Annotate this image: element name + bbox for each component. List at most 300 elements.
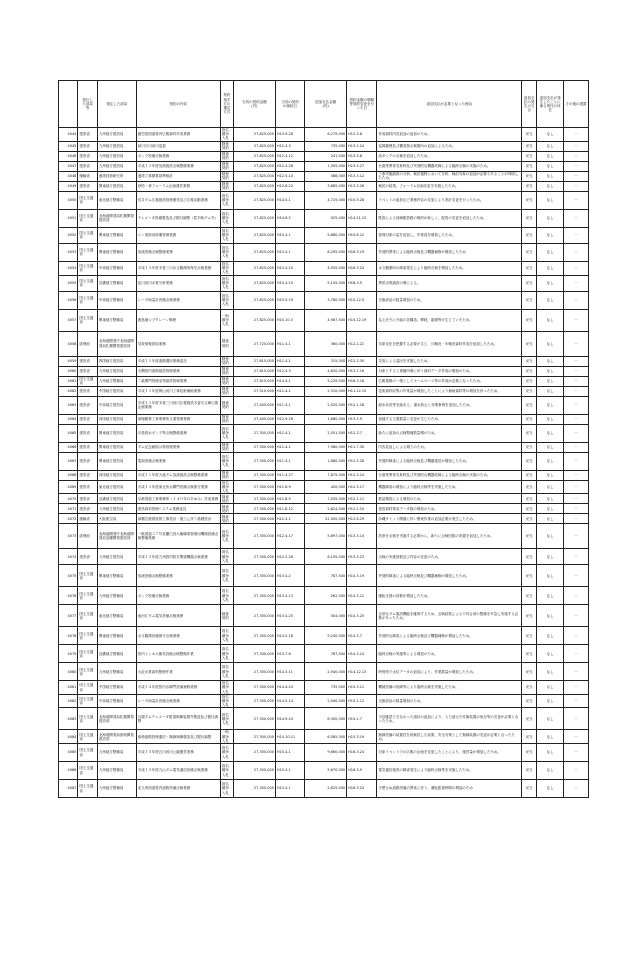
cell-reason: 為上法令に不能の各構造、摩耗、損傷等が生じていたため。 <box>377 309 522 331</box>
cell-add-amount: 9,240,000 <box>305 627 347 645</box>
cell-orig-amount: 27,300,000 <box>233 780 275 798</box>
cell-orig-amount: 27,825,000 <box>233 151 275 161</box>
cell-orig-amount: 27,300,000 <box>233 480 275 494</box>
cell-orig-amount: 27,510,000 <box>233 386 275 396</box>
cell-ok: 妥当 <box>522 356 537 366</box>
cell-change-date: H15.2.7 <box>347 708 377 730</box>
cell-office: 四国地方建設局 <box>97 470 136 480</box>
cell-reason: 沖縄サミット開催に伴い警戒作業の追加必要が発生したため。 <box>377 514 522 524</box>
cell-orig-date: H12.4.1 <box>275 514 304 524</box>
cell-content: 長井ダム広報施設管理運営及び広報活動業務 <box>136 191 220 209</box>
cell-content: 大淀水質資料整理作業 <box>136 663 220 681</box>
cell-orig-amount: 27,300,000 <box>233 494 275 504</box>
cell-reason: 突発的異常による臨時点検及び機器補修が増加したため <box>377 243 522 261</box>
cell-add-amount: 315,000 <box>305 356 347 366</box>
cell-ok: 妥当 <box>522 275 537 291</box>
cell-office: 近畿地方整備局 <box>97 645 136 663</box>
cell-reason: 機器障害の増加により臨時点検等を実施したため。 <box>377 480 522 494</box>
cell-change-date: H14.3.20 <box>347 605 377 627</box>
cell-orig-date: H12.4.3 <box>275 141 304 151</box>
table-row <box>59 663 589 681</box>
cell-content: 建設資料管理システム業務委託 <box>136 504 220 514</box>
cell-method: 指名競争入札 <box>220 762 233 780</box>
cell-change-date: H11.12.15 <box>347 386 377 396</box>
cell-change-date: H12.3.24 <box>347 470 377 480</box>
cell-resp: なし <box>537 681 564 695</box>
cell-after: － <box>564 356 589 366</box>
cell-orig-date: H15.4.1 <box>275 243 304 261</box>
cell-reason: 臨時点検の実施等による増加のため。 <box>377 645 522 663</box>
cell-after: － <box>564 227 589 243</box>
cell-after: － <box>564 171 589 181</box>
table-row <box>59 549 589 565</box>
cell-change-date: H13.3.9 <box>347 414 377 424</box>
cell-orig-date: H13.4.25 <box>275 605 304 627</box>
cell-after: － <box>564 470 589 480</box>
cell-resp: なし <box>537 494 564 504</box>
cell-after: － <box>564 424 589 442</box>
cell-orig-date: H13.5.18 <box>275 627 304 645</box>
cell-resp: なし <box>537 243 564 261</box>
cell-add-amount: 787,500 <box>305 645 347 663</box>
cell-method: 随意契約 <box>220 494 233 504</box>
cell-add-amount: 262,500 <box>305 587 347 605</box>
cell-after: － <box>564 209 589 227</box>
cell-bureau: 建設省 <box>78 151 97 161</box>
cell-ok: 妥当 <box>522 470 537 480</box>
table-row <box>59 356 589 366</box>
cell-add-amount: 241,500 <box>305 151 347 161</box>
cell-method: 随意契約 <box>220 605 233 627</box>
column-header: 当初の契約 の締結日 <box>275 81 304 128</box>
cell-change-date: H13.3.23 <box>347 549 377 565</box>
cell-after: － <box>564 191 589 209</box>
cell-no: 4057 <box>59 309 78 331</box>
cell-reason: 運転支援の回数が増加したため。 <box>377 587 522 605</box>
table-row <box>59 780 589 798</box>
cell-reason: 災害による巡回を実施したため。 <box>377 356 522 366</box>
cell-add-amount: 1,305,000 <box>305 161 347 171</box>
cell-content: ニヶ領宿河原堰管理業務 <box>136 227 220 243</box>
cell-method: 指名競争入札 <box>220 627 233 645</box>
cell-content: 港湾工事積算基準検討 <box>136 171 220 181</box>
cell-office: 関東地方建設局 <box>97 442 136 452</box>
cell-reason: 既設による回線配管路の制約が新しく、配管の変更を追加したため。 <box>377 209 522 227</box>
cell-add-amount: 504,000 <box>305 605 347 627</box>
cell-content: レーダ雨量計設備点検業務 <box>136 291 220 309</box>
cell-reason: 管理対象の量を追加し、作業員を増員したため。 <box>377 227 522 243</box>
cell-orig-date: H12.9.28 <box>275 414 304 424</box>
cell-change-date: H12.2.10 <box>347 504 377 514</box>
cell-resp: なし <box>537 744 564 762</box>
cell-no: 4086 <box>59 762 78 780</box>
cell-resp: なし <box>537 181 564 191</box>
cell-add-amount: 5,229,000 <box>305 376 347 386</box>
cell-office: 九州地方整備局 <box>97 376 136 386</box>
cell-bureau: 国土交通省 <box>78 762 97 780</box>
cell-reason: 検討の結果、フォーラム計画変更を実施したため。 <box>377 181 522 191</box>
cell-orig-date: H13.4.13 <box>275 587 304 605</box>
cell-after: － <box>564 730 589 744</box>
cell-content: 東河江ダム電気設備点検業務 <box>136 605 220 627</box>
cell-content: 留萌道路管理通信・無線制御製造及び据付調整 <box>136 730 220 744</box>
cell-add-amount: 2,940,000 <box>305 663 347 681</box>
cell-bureau: 国土交通省 <box>78 681 97 695</box>
cell-content: 平成１５年度白川河川公園運営業務 <box>136 744 220 762</box>
cell-ok: 妥当 <box>522 694 537 708</box>
cell-method: 随意契約 <box>220 442 233 452</box>
table-row <box>59 376 589 386</box>
cell-bureau: 国土交通省 <box>78 565 97 587</box>
cell-after: － <box>564 645 589 663</box>
cell-no: 4066 <box>59 442 78 452</box>
cell-change-date: H13.2.16 <box>347 366 377 376</box>
cell-add-amount: 7,035,000 <box>305 494 347 504</box>
cell-reason: 建設資料集成データ数の増加のため。 <box>377 504 522 514</box>
cell-orig-date: H12.4.17 <box>275 524 304 549</box>
cell-orig-date: H12.5.26 <box>275 549 304 565</box>
cell-office: 東北地方建設局 <box>97 480 136 494</box>
cell-add-amount: 8,295,000 <box>305 243 347 261</box>
cell-change-date: H12.3.17 <box>347 480 377 494</box>
cell-orig-amount: 27,825,000 <box>233 141 275 151</box>
cell-add-amount: 2,940,000 <box>305 694 347 708</box>
cell-office: 九州地方整備局 <box>97 663 136 681</box>
table-row <box>59 694 589 708</box>
cell-orig-amount: 27,825,000 <box>233 128 275 142</box>
cell-orig-date: H11.8.12 <box>275 504 304 514</box>
cell-resp: なし <box>537 780 564 798</box>
table-row <box>59 227 589 243</box>
cell-bureau: 国土交通省 <box>78 243 97 261</box>
table-row <box>59 587 589 605</box>
cell-ok: 妥当 <box>522 291 537 309</box>
cell-bureau: 建設省 <box>78 480 97 494</box>
cell-add-amount: 2,310,000 <box>305 386 347 396</box>
cell-after: － <box>564 627 589 645</box>
cell-resp: なし <box>537 524 564 549</box>
cell-no: 4065 <box>59 424 78 442</box>
cell-after: － <box>564 565 589 587</box>
cell-bureau: 建設省 <box>78 386 97 396</box>
cell-resp: なし <box>537 565 564 587</box>
cell-resp: なし <box>537 587 564 605</box>
cell-after: － <box>564 494 589 504</box>
header-row <box>59 81 589 128</box>
cell-reason: 電気通信施設の障害発生により臨時点検等を実施したため。 <box>377 762 522 780</box>
cell-change-date: H12.3.28 <box>347 452 377 470</box>
cell-reason: 対象とする工事箇所増に伴う資料データ作成の増加のため。 <box>377 366 522 376</box>
cell-office: 四国地方建設局 <box>97 414 136 424</box>
table-row <box>59 261 589 275</box>
cell-office: 関東地方整備局 <box>97 227 136 243</box>
contract-table <box>58 80 589 798</box>
cell-office: 関東地方建設局 <box>97 424 136 442</box>
table-body <box>59 128 589 798</box>
cell-change-date: H12.1.18 <box>347 396 377 414</box>
cell-after: － <box>564 504 589 514</box>
table-row <box>59 161 589 171</box>
table-row <box>59 645 589 663</box>
cell-reason: 水文観測所の障害発生により臨時点検を増加したため。 <box>377 261 522 275</box>
column-header: 追加支払の発生の当否 <box>522 81 537 128</box>
cell-method: 指名競争入札 <box>220 681 233 695</box>
cell-method: 随意契約 <box>220 386 233 396</box>
cell-content: 鹿島港ジブクレーン修理 <box>136 309 220 331</box>
cell-resp: なし <box>537 376 564 386</box>
cell-no: 4059 <box>59 356 78 366</box>
cell-bureau: 国土交通省 <box>78 587 97 605</box>
cell-no: 4063 <box>59 396 78 414</box>
cell-change-date: H14.11.15 <box>347 209 377 227</box>
cell-ok: 妥当 <box>522 331 537 356</box>
cell-after: － <box>564 291 589 309</box>
cell-change-date: H13.3.27 <box>347 161 377 171</box>
cell-resp: なし <box>537 424 564 442</box>
cell-change-date: H16.3.19 <box>347 243 377 261</box>
cell-ok: 妥当 <box>522 227 537 243</box>
table-row <box>59 141 589 151</box>
cell-method: 指名競争入札 <box>220 587 233 605</box>
cell-bureau: 国土交通省 <box>78 261 97 275</box>
cell-add-amount: 6,300,000 <box>305 708 347 730</box>
cell-resp: なし <box>537 261 564 275</box>
cell-ok: 妥当 <box>522 524 537 549</box>
cell-method: 一般競争入札 <box>220 309 233 331</box>
cell-office: 四国地方建設局 <box>97 356 136 366</box>
cell-method: 指名競争入札 <box>220 744 233 762</box>
table-row <box>59 744 589 762</box>
cell-no: 4077 <box>59 605 78 627</box>
cell-bureau: 国土交通省 <box>78 708 97 730</box>
cell-resp: なし <box>537 504 564 514</box>
cell-no: 4080 <box>59 663 78 681</box>
cell-resp: なし <box>537 470 564 480</box>
cell-content: レーダ雨量計設備点検業務 <box>136 694 220 708</box>
cell-no: 4067 <box>59 452 78 470</box>
cell-content: 淀川河川水質分析業務 <box>136 275 220 291</box>
cell-office: 九州地方建設局 <box>97 504 136 514</box>
cell-add-amount: 2,520,000 <box>305 396 347 414</box>
document-page <box>58 80 589 798</box>
cell-office: 九州地方建設局 <box>97 161 136 171</box>
cell-no: 4064 <box>59 414 78 424</box>
cell-orig-date: H11.8.5 <box>275 494 304 504</box>
cell-reason: 突発的障害による臨時点検及び機器補修が増加したため。 <box>377 565 522 587</box>
cell-add-amount: 3,780,000 <box>305 291 347 309</box>
cell-after: － <box>564 708 589 730</box>
cell-no: 4084 <box>59 730 78 744</box>
cell-office: 北海道開発庁北海道開発局札幌開発建設部 <box>97 331 136 356</box>
cell-add-amount: 7,980,000 <box>305 442 347 452</box>
cell-reason: 無線設備の装置性を再検討した結果、安全対策として無線装置の変更が必要となったため。 <box>377 730 522 744</box>
cell-add-amount: 588,000 <box>305 171 347 181</box>
cell-orig-date: H14.10.11 <box>275 730 304 744</box>
cell-resp: なし <box>537 209 564 227</box>
cell-change-date: H14.3.12 <box>347 587 377 605</box>
cell-ok: 妥当 <box>522 424 537 442</box>
cell-method: 随意契約 <box>220 504 233 514</box>
cell-content: ポンプ設備点検業務 <box>136 587 220 605</box>
column-header: 契約の内容 <box>136 81 220 128</box>
table-row <box>59 309 589 331</box>
cell-resp: なし <box>537 128 564 142</box>
table-row <box>59 480 589 494</box>
cell-reason: 対象イベントでの広報の企画を変更したことにより、運営量が増加したため。 <box>377 744 522 762</box>
cell-resp: なし <box>537 645 564 663</box>
table-row <box>59 366 589 376</box>
cell-ok: 妥当 <box>522 261 537 275</box>
column-header: 発注し た部局 等 <box>78 81 97 128</box>
cell-resp: なし <box>537 291 564 309</box>
cell-orig-amount: 27,405,000 <box>233 414 275 424</box>
cell-orig-amount: 27,300,000 <box>233 762 275 780</box>
cell-office: 中部地方建設局 <box>97 396 136 414</box>
cell-resp: なし <box>537 227 564 243</box>
cell-add-amount: 5,670,000 <box>305 762 347 780</box>
cell-no: 4074 <box>59 549 78 565</box>
cell-after: － <box>564 681 589 695</box>
table-row <box>59 681 589 695</box>
cell-add-amount: 2,625,000 <box>305 780 347 798</box>
cell-ok: 妥当 <box>522 681 537 695</box>
cell-office: 中部地方整備局 <box>97 694 136 708</box>
cell-change-date: H12.3.8 <box>347 128 377 142</box>
cell-orig-amount: 27,300,000 <box>233 627 275 645</box>
table-row <box>59 514 589 524</box>
cell-add-amount: 1,680,000 <box>305 414 347 424</box>
cell-office: 九州地方建設局 <box>97 549 136 565</box>
cell-ok: 妥当 <box>522 708 537 730</box>
cell-after: － <box>564 128 589 142</box>
cell-content: 放流設備点検整備業務 <box>136 243 220 261</box>
cell-no: 4079 <box>59 645 78 663</box>
cell-ok: 妥当 <box>522 181 537 191</box>
cell-add-amount: 6,195,000 <box>305 549 347 565</box>
cell-office: 中部地方整備局 <box>97 291 136 309</box>
cell-office: 港湾技術研究所 <box>97 171 136 181</box>
cell-content: 砂防・事フォーラム企画運営業務 <box>136 181 220 191</box>
cell-orig-date: H12.4.3 <box>275 366 304 376</box>
cell-orig-date: H11.4.1 <box>275 452 304 470</box>
cell-add-amount: 4,725,000 <box>305 191 347 209</box>
cell-ok: 妥当 <box>522 762 537 780</box>
cell-content: ダム記念館展示物管理業務 <box>136 442 220 452</box>
cell-change-date: H13.1.24 <box>347 141 377 151</box>
cell-reason: 内容見直しによる増工のため。 <box>377 442 522 452</box>
cell-office: 東北地方整備局 <box>97 191 136 209</box>
cell-orig-amount: 27,615,000 <box>233 356 275 366</box>
cell-content: 平成１１年度道路週回業務委託 <box>136 356 220 366</box>
table-row <box>59 565 589 587</box>
cell-ok: 妥当 <box>522 151 537 161</box>
cell-resp: なし <box>537 762 564 780</box>
cell-add-amount: 735,000 <box>305 681 347 695</box>
cell-content: 鹿児島国道管内広報資料作成業務 <box>136 128 220 142</box>
cell-reason: 正常なダム施設機能を確保するため、点検結果による不具合部の整備を早急に実施する必要があったため。 <box>377 605 522 627</box>
cell-ok: 妥当 <box>522 494 537 504</box>
cell-resp: なし <box>537 161 564 171</box>
cell-orig-date: H11.4.1 <box>275 386 304 396</box>
cell-resp: なし <box>537 366 564 376</box>
cell-orig-amount: 27,300,000 <box>233 645 275 663</box>
cell-method: 指名競争入札 <box>220 261 233 275</box>
cell-office: 九州地方建設局 <box>97 366 136 376</box>
cell-resp: なし <box>537 549 564 565</box>
cell-resp: なし <box>537 605 564 627</box>
cell-reason: 当初確認できなかった諸状の追加により、入力諸元や変換装置の取付等の変更が必要となったため。 <box>377 708 522 730</box>
cell-orig-amount: 27,300,000 <box>233 605 275 627</box>
cell-ok: 妥当 <box>522 565 537 587</box>
cell-reason: 時刻別下水位データの追加により、作業数量が増加したため。 <box>377 663 522 681</box>
cell-add-amount: 7,875,000 <box>305 470 347 480</box>
cell-reason: 巡視範囲及び構造物点検箇所の追加によるため。 <box>377 141 522 151</box>
cell-orig-amount: 27,405,000 <box>233 396 275 414</box>
cell-orig-date: H11.6.9 <box>275 480 304 494</box>
cell-office: 関東地方整備局 <box>97 627 136 645</box>
cell-orig-date: H14.5.14 <box>275 694 304 708</box>
cell-bureau: 建設省 <box>78 442 97 452</box>
cell-orig-amount: 27,300,000 <box>233 452 275 470</box>
cell-orig-date: H11.4.1 <box>275 424 304 442</box>
cell-ok: 妥当 <box>522 309 537 331</box>
cell-orig-amount: 27,825,000 <box>233 261 275 275</box>
cell-orig-amount: 27,300,000 <box>233 504 275 514</box>
cell-method: 指名競争入札 <box>220 243 233 261</box>
cell-no: 4053 <box>59 243 78 261</box>
cell-ok: 妥当 <box>522 128 537 142</box>
table-row <box>59 331 589 356</box>
cell-ok: 妥当 <box>522 396 537 414</box>
cell-ok: 妥当 <box>522 243 537 261</box>
cell-ok: 妥当 <box>522 605 537 627</box>
cell-after: － <box>564 386 589 396</box>
cell-no: 4072 <box>59 514 78 524</box>
cell-method: 指名競争入札 <box>220 227 233 243</box>
cell-no: 4070 <box>59 494 78 504</box>
cell-orig-amount: 27,300,000 <box>233 514 275 524</box>
table-row <box>59 386 589 396</box>
cell-reason: 予想せぬ道路設備の異常に伴う、運転監視時間の増加のため <box>377 780 522 798</box>
cell-office: 東北地方整備局 <box>97 605 136 627</box>
cell-reason: 台風等異常気象時及び突発的な機器故障による臨時点検の実施のため。 <box>377 161 522 171</box>
cell-orig-date: H15.10.3 <box>275 309 304 331</box>
cell-orig-date: H15.4.1 <box>275 744 304 762</box>
cell-method: 指名競争入札 <box>220 275 233 291</box>
cell-orig-amount: 27,825,000 <box>233 209 275 227</box>
cell-after: － <box>564 605 589 627</box>
cell-resp: なし <box>537 386 564 396</box>
cell-reason: 渇水状況等を踏まえ、渇水防止と対策事例を追加したため。 <box>377 396 522 414</box>
cell-reason: 突発的障害による臨時点検及び機器復旧が増加したため。 <box>377 452 522 470</box>
cell-orig-date: H13.4.2 <box>275 565 304 587</box>
cell-content: 放流設備点検整備業務 <box>136 565 220 587</box>
cell-change-date: H13.3.12 <box>347 171 377 181</box>
cell-after: － <box>564 762 589 780</box>
cell-after: － <box>564 480 589 494</box>
cell-after: － <box>564 396 589 414</box>
cell-orig-date: H11.4.1 <box>275 396 304 414</box>
cell-ok: 妥当 <box>522 480 537 494</box>
cell-orig-date: H14.9.24 <box>275 708 304 730</box>
cell-content: 緑川白川河川巡視 <box>136 141 220 151</box>
cell-content: 北九州国道管内道路設備点検業務 <box>136 780 220 798</box>
cell-change-date: H15.3.11 <box>347 681 377 695</box>
cell-orig-amount: 27,825,000 <box>233 309 275 331</box>
cell-change-date: H13.3.14 <box>347 524 377 549</box>
cell-office: 関東地方整備局 <box>97 565 136 587</box>
cell-change-date: H16.3.9 <box>347 762 377 780</box>
